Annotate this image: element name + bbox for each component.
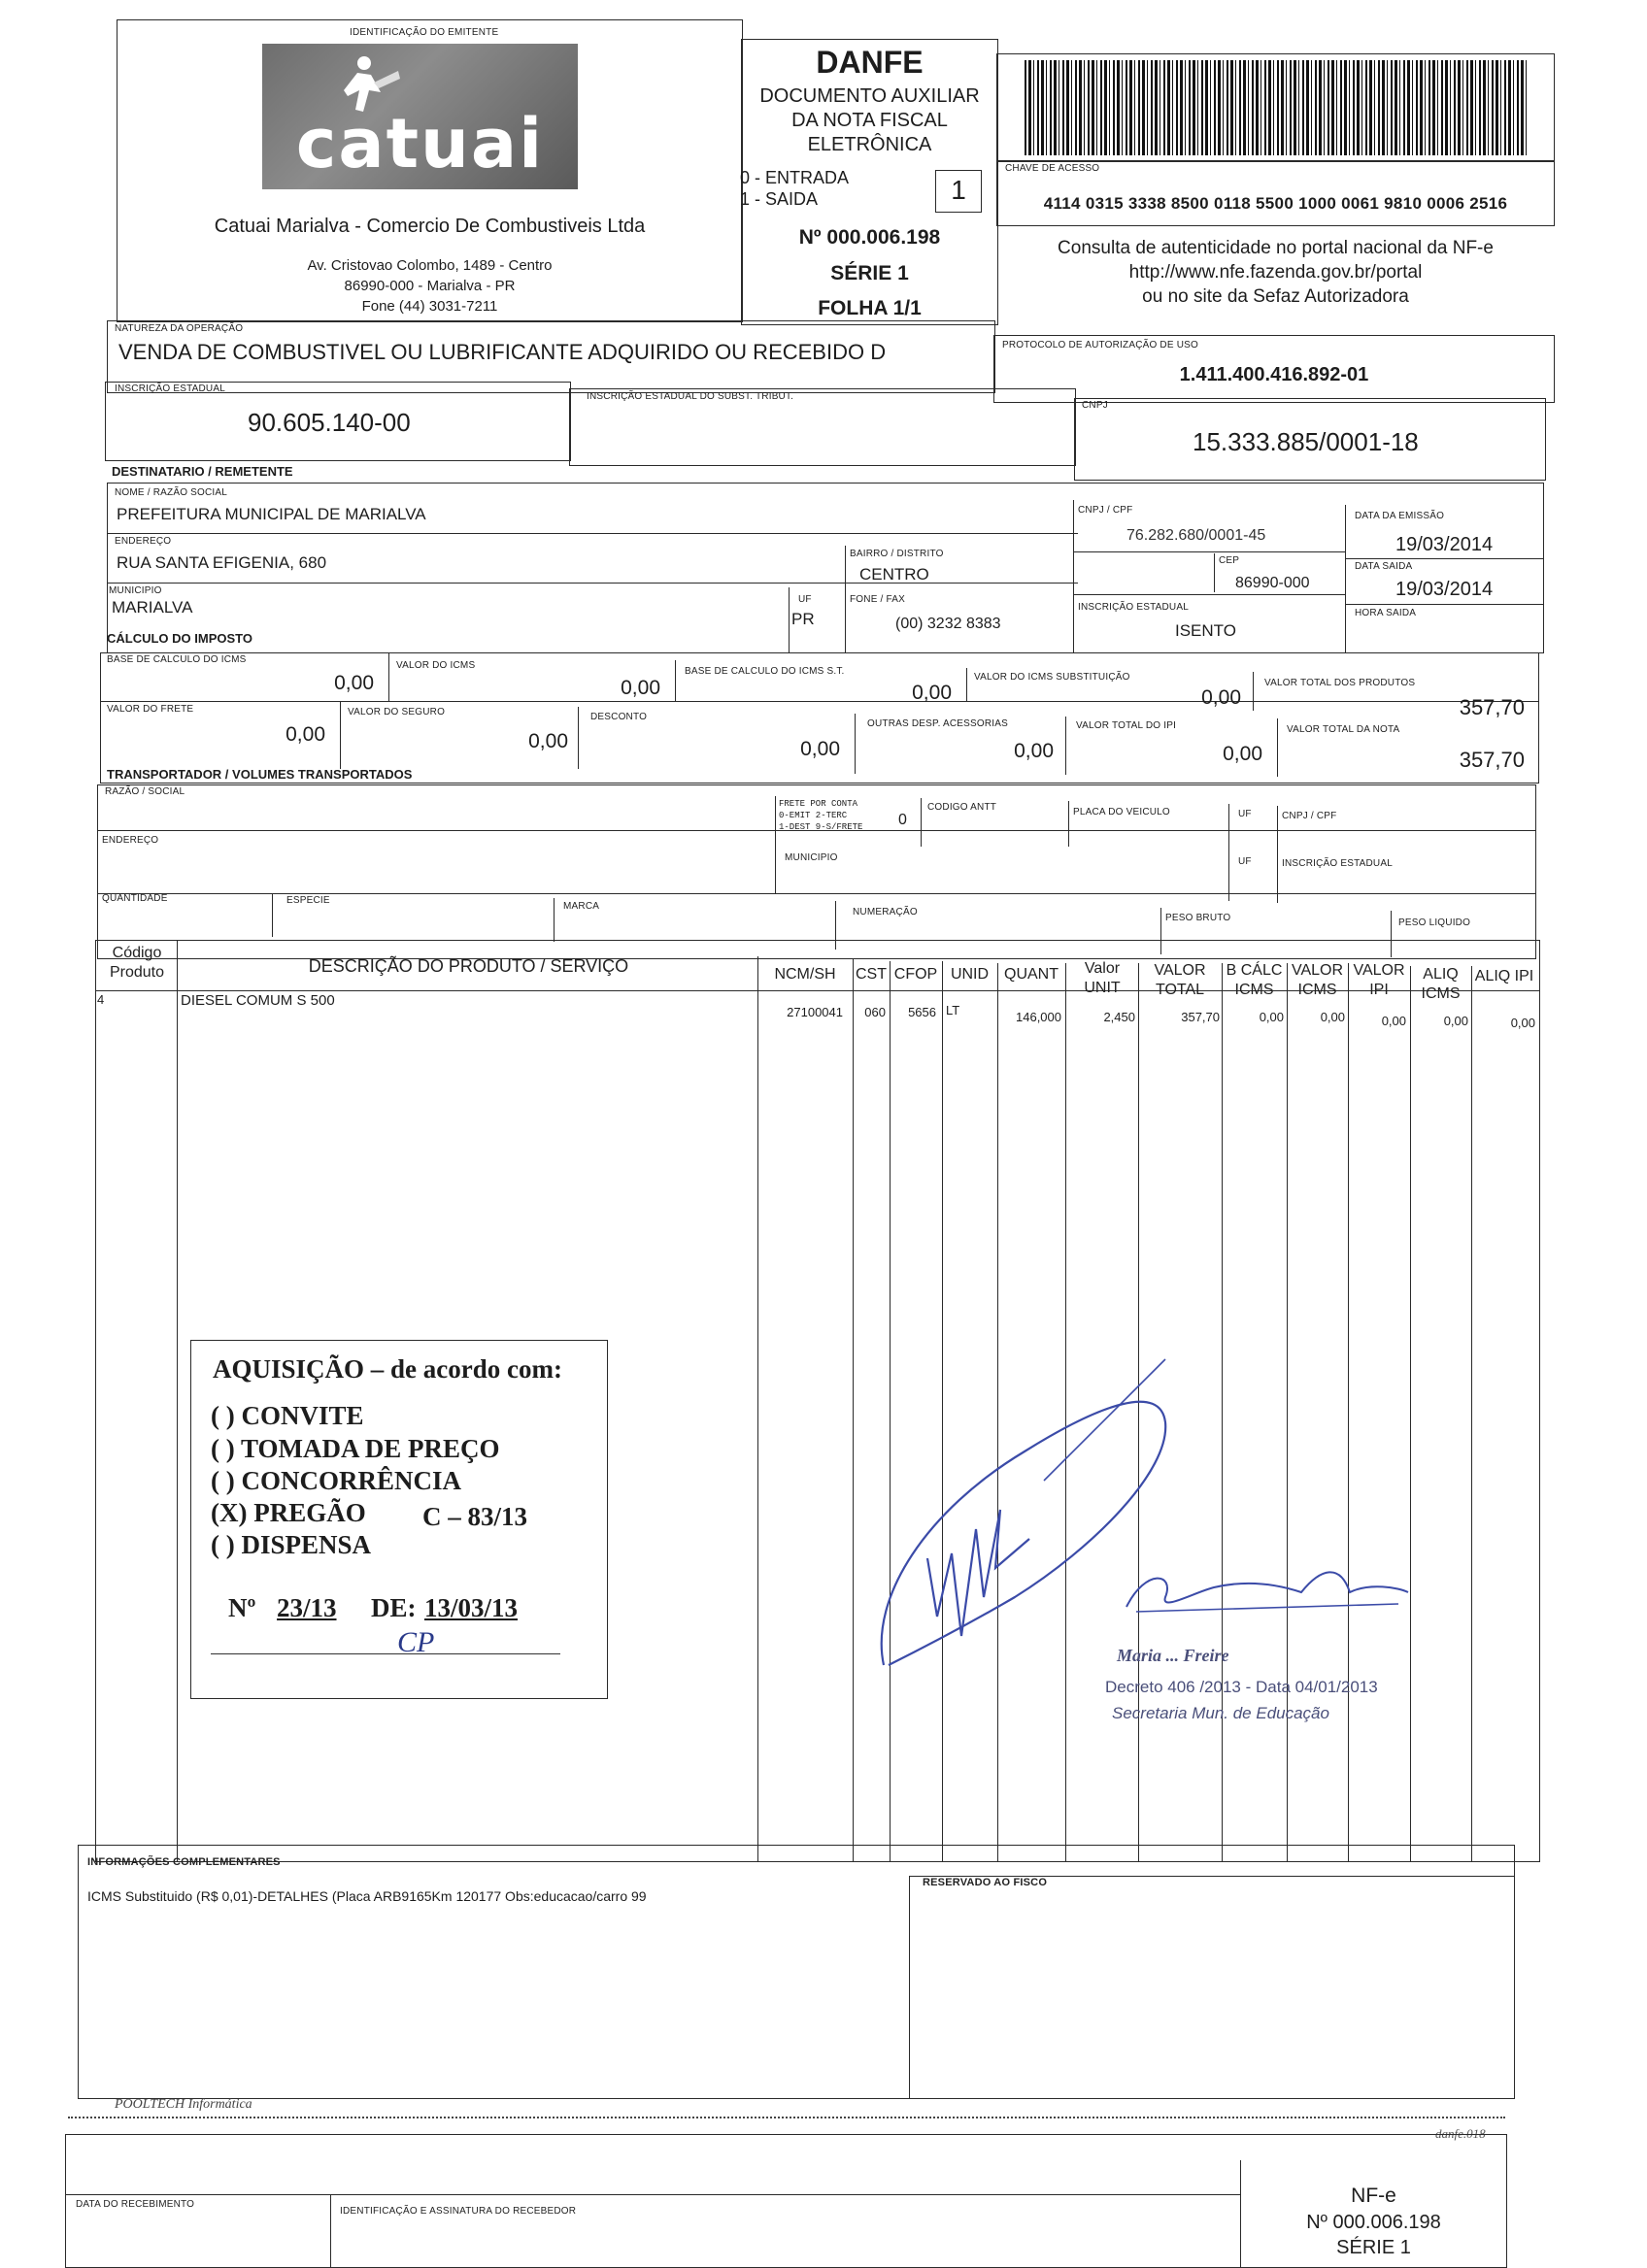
dest-uf-label: UF bbox=[798, 594, 812, 605]
col-vtotal: VALOR TOTAL bbox=[1154, 962, 1206, 998]
danfe-subtitle-3: ELETRÔNICA bbox=[807, 134, 932, 155]
base-st-label: BASE DE CALCULO DO ICMS S.T. bbox=[685, 666, 845, 677]
transp-placa-label: PLACA DO VEICULO bbox=[1073, 807, 1170, 817]
ipi-label: VALOR TOTAL DO IPI bbox=[1076, 720, 1177, 731]
outras-value: 0,00 bbox=[1014, 740, 1054, 762]
chave-value: 4114 0315 3338 8500 0118 5500 1000 0061 9810 0006 2516 bbox=[1043, 194, 1508, 213]
assinatura-label: IDENTIFICAÇÃO E ASSINATURA DO RECEBEDOR bbox=[340, 2206, 577, 2217]
transp-quantidade-label: QUANTIDADE bbox=[102, 893, 168, 904]
danfe-number: Nº 000.006.198 bbox=[798, 226, 941, 249]
dest-ie-label: INSCRIÇÃO ESTADUAL bbox=[1078, 602, 1189, 613]
row-vunit: 2,450 bbox=[1103, 1010, 1135, 1024]
transp-peso-bruto-label: PESO BRUTO bbox=[1165, 913, 1231, 923]
emitente-address-1: Av. Cristovao Colombo, 1489 - Centro bbox=[307, 257, 553, 274]
transp-marca-label: MARCA bbox=[563, 901, 600, 912]
desconto-value: 0,00 bbox=[800, 738, 840, 760]
transp-municipio-label: MUNICIPIO bbox=[785, 852, 838, 863]
danfe-folha: FOLHA 1/1 bbox=[818, 297, 922, 319]
transp-frete-value: 0 bbox=[898, 812, 907, 828]
row-ncm: 27100041 bbox=[787, 1005, 843, 1019]
signature-scribble bbox=[869, 1345, 1199, 1694]
transp-especie-label: ESPECIE bbox=[286, 895, 330, 906]
desconto-label: DESCONTO bbox=[590, 712, 648, 722]
cut-line bbox=[68, 2117, 1505, 2118]
dest-cep-label: CEP bbox=[1219, 555, 1240, 566]
dest-fone-label: FONE / FAX bbox=[850, 594, 906, 605]
protocolo-label: PROTOCOLO DE AUTORIZAÇÃO DE USO bbox=[1002, 340, 1198, 350]
transp-uf2-label: UF bbox=[1238, 856, 1252, 867]
seguro-label: VALOR DO SEGURO bbox=[348, 707, 446, 717]
col-ncm: NCM/SH bbox=[774, 966, 836, 983]
row-vtotal: 357,70 bbox=[1181, 1010, 1220, 1024]
dest-bairro-label: BAIRRO / DISTRITO bbox=[850, 549, 944, 559]
dest-hora-label: HORA SAIDA bbox=[1355, 608, 1417, 618]
row-bcalc: 0,00 bbox=[1259, 1010, 1284, 1024]
stamp-option-tomada: ( ) TOMADA DE PREÇO bbox=[211, 1434, 500, 1463]
base-st-value: 0,00 bbox=[912, 682, 952, 704]
col-unid: UNID bbox=[950, 966, 990, 983]
col-descricao: DESCRIÇÃO DO PRODUTO / SERVIÇO bbox=[308, 956, 629, 976]
transp-cnpj-label: CNPJ / CPF bbox=[1282, 811, 1337, 821]
valor-st-label: VALOR DO ICMS SUBSTITUIÇÃO bbox=[974, 672, 1130, 683]
ie-value: 90.605.140-00 bbox=[248, 408, 411, 437]
company-logo bbox=[262, 44, 578, 189]
danfe-saida: 1 - SAIDA bbox=[740, 189, 819, 209]
footer-number: Nº 000.006.198 bbox=[1306, 2212, 1441, 2233]
transp-peso-liquido-label: PESO LIQUIDO bbox=[1398, 917, 1471, 928]
protocolo-value: 1.411.400.416.892-01 bbox=[1179, 364, 1369, 385]
transp-numeracao-label: NUMERAÇÃO bbox=[853, 907, 918, 917]
col-quant: QUANT bbox=[1004, 966, 1059, 983]
seguro-value: 0,00 bbox=[528, 730, 568, 752]
emitente-name: Catuai Marialva - Comercio De Combustiveis Ltda bbox=[214, 216, 646, 237]
valor-icms-label: VALOR DO ICMS bbox=[396, 660, 476, 671]
row-vipi: 0,00 bbox=[1381, 1014, 1406, 1028]
danfe-serie: SÉRIE 1 bbox=[830, 262, 909, 284]
transp-razao-label: RAZÃO / SOCIAL bbox=[105, 786, 185, 797]
info-value: ICMS Substituido (R$ 0,01)-DETALHES (Placa ARB9165Km 120177 Obs:educacao/carro 99 bbox=[87, 1888, 647, 1904]
stamp-initials: CP bbox=[397, 1626, 435, 1658]
row-quant: 146,000 bbox=[1016, 1010, 1061, 1024]
col-vicms: VALOR ICMS bbox=[1291, 962, 1344, 998]
transp-antt-label: CODIGO ANTT bbox=[927, 802, 997, 813]
barcode bbox=[1025, 60, 1529, 155]
dest-nome-value: PREFEITURA MUNICIPAL DE MARIALVA bbox=[117, 505, 426, 523]
danfe-subtitle-2: DA NOTA FISCAL bbox=[791, 110, 948, 131]
frete-label: VALOR DO FRETE bbox=[107, 704, 194, 715]
col-vipi: VALOR IPI bbox=[1353, 962, 1405, 998]
total-prod-label: VALOR TOTAL DOS PRODUTOS bbox=[1264, 678, 1416, 688]
software-credit: POOLTECH Informática bbox=[115, 2097, 252, 2112]
row-codigo: 4 bbox=[97, 992, 105, 1007]
stamp-numero-value: 23/13 bbox=[277, 1593, 337, 1622]
transp-frete-line-1: FRETE POR CONTA bbox=[779, 799, 858, 809]
danfe-entrada: 0 - ENTRADA bbox=[740, 168, 850, 187]
frete-value: 0,00 bbox=[286, 723, 325, 746]
dest-cep-value: 86990-000 bbox=[1235, 575, 1310, 591]
signature-secretaria bbox=[1107, 1553, 1418, 1641]
row-aicms: 0,00 bbox=[1443, 1014, 1468, 1028]
transp-frete-line-3: 1-DEST 9-S/FRETE bbox=[779, 822, 863, 832]
emitente-address-2: 86990-000 - Marialva - PR bbox=[344, 278, 516, 294]
danfe-title: DANFE bbox=[816, 45, 924, 80]
acquisition-stamp bbox=[190, 1340, 608, 1699]
col-cfop: CFOP bbox=[893, 966, 938, 983]
signature-stamp-line-3: Secretaria Mun. de Educação bbox=[1112, 1704, 1329, 1722]
danfe-type-value: 1 bbox=[951, 175, 966, 205]
transp-uf-label: UF bbox=[1238, 809, 1252, 819]
dest-uf-value: PR bbox=[791, 610, 815, 628]
dest-municipio-label: MUNICIPIO bbox=[109, 585, 162, 596]
destinatario-section: DESTINATARIO / REMETENTE bbox=[112, 464, 293, 479]
info-label: INFORMAÇÕES COMPLEMENTARES bbox=[87, 1856, 281, 1868]
total-nota-value: 357,70 bbox=[1459, 748, 1525, 772]
row-descricao: DIESEL COMUM S 500 bbox=[181, 992, 335, 1009]
col-cst: CST bbox=[856, 966, 887, 983]
row-cfop: 5656 bbox=[908, 1005, 936, 1019]
row-unid: LT bbox=[946, 1003, 960, 1017]
dest-bairro-value: CENTRO bbox=[859, 565, 929, 584]
stamp-option-convite: ( ) CONVITE bbox=[211, 1401, 364, 1430]
stamp-numero-label: Nº bbox=[228, 1593, 256, 1622]
dest-municipio-value: MARIALVA bbox=[112, 598, 193, 617]
transp-endereco-label: ENDEREÇO bbox=[102, 835, 159, 846]
dest-ie-value: ISENTO bbox=[1175, 621, 1236, 640]
ie-label: INSCRIÇÃO ESTADUAL bbox=[115, 384, 225, 394]
natureza-value: VENDA DE COMBUSTIVEL OU LUBRIFICANTE ADQUIRIDO OU RECEBIDO D bbox=[118, 340, 887, 364]
base-icms-label: BASE DE CALCULO DO ICMS bbox=[107, 654, 247, 665]
consulta-line-2: http://www.nfe.fazenda.gov.br/portal bbox=[1128, 262, 1423, 283]
transp-frete-line-2: 0-EMIT 2-TERC bbox=[779, 811, 848, 820]
stamp-data-label: DE: bbox=[371, 1593, 417, 1622]
dest-nome-label: NOME / RAZÃO SOCIAL bbox=[115, 487, 228, 498]
valor-st-value: 0,00 bbox=[1201, 686, 1241, 709]
dest-saida-value: 19/03/2014 bbox=[1395, 579, 1494, 600]
outras-label: OUTRAS DESP. ACESSORIAS bbox=[867, 718, 1009, 729]
dest-emissao-label: DATA DA EMISSÃO bbox=[1355, 511, 1445, 521]
emitente-phone: Fone (44) 3031-7211 bbox=[361, 298, 498, 315]
danfe-subtitle-1: DOCUMENTO AUXILIAR bbox=[759, 85, 980, 107]
signature-stamp-line-1: Maria ... Freire bbox=[1117, 1646, 1229, 1665]
stamp-option-concorrencia: ( ) CONCORRÊNCIA bbox=[211, 1466, 461, 1495]
stamp-data-value: 13/03/13 bbox=[424, 1593, 519, 1622]
cnpj-emit-label: CNPJ bbox=[1082, 400, 1108, 411]
base-icms-value: 0,00 bbox=[334, 672, 374, 694]
signature-stamp-line-2: Decreto 406 /2013 - Data 04/01/2013 bbox=[1105, 1678, 1378, 1696]
imposto-section: CÁLCULO DO IMPOSTO bbox=[107, 631, 252, 646]
footer-nfe: NF-e bbox=[1351, 2185, 1396, 2207]
consulta-line-3: ou no site da Sefaz Autorizadora bbox=[1142, 286, 1409, 307]
stamp-option-pregao: (X) PREGÃO bbox=[211, 1498, 366, 1527]
transp-ie-label: INSCRIÇÃO ESTADUAL bbox=[1282, 858, 1393, 869]
dest-saida-label: DATA SAIDA bbox=[1355, 561, 1413, 572]
fisco-label: RESERVADO AO FISCO bbox=[923, 1877, 1048, 1888]
consulta-line-1: Consulta de autenticidade no portal nacional da NF-e bbox=[1058, 238, 1494, 258]
form-code: danfe.018 bbox=[1435, 2126, 1486, 2141]
row-cst: 060 bbox=[864, 1005, 886, 1019]
col-bcalc: B CÁLC ICMS bbox=[1226, 962, 1283, 998]
col-aipi: ALIQ IPI bbox=[1474, 968, 1534, 984]
valor-icms-value: 0,00 bbox=[621, 677, 660, 699]
total-nota-label: VALOR TOTAL DA NOTA bbox=[1287, 724, 1400, 735]
row-vicms: 0,00 bbox=[1320, 1010, 1345, 1024]
info-box bbox=[78, 1845, 1515, 2099]
natureza-label: NATUREZA DA OPERAÇÃO bbox=[115, 323, 244, 334]
col-aicms: ALIQ ICMS bbox=[1421, 966, 1461, 1002]
chave-label: CHAVE DE ACESSO bbox=[1005, 163, 1100, 174]
stamp-title: AQUISIÇÃO – de acordo com: bbox=[213, 1354, 562, 1384]
cnpj-emit-value: 15.333.885/0001-18 bbox=[1193, 427, 1419, 456]
col-vunit: Valor UNIT bbox=[1084, 960, 1121, 996]
row-aipi: 0,00 bbox=[1510, 1016, 1535, 1030]
emitente-section-label: IDENTIFICAÇÃO DO EMITENTE bbox=[350, 27, 499, 38]
dest-endereco-label: ENDEREÇO bbox=[115, 536, 172, 547]
stamp-pregao-ref: C – 83/13 bbox=[422, 1502, 527, 1531]
dest-emissao-value: 19/03/2014 bbox=[1395, 534, 1494, 555]
dest-fone-value: (00) 3232 8383 bbox=[895, 616, 1001, 632]
dest-endereco-value: RUA SANTA EFIGENIA, 680 bbox=[117, 553, 327, 572]
recebimento-label: DATA DO RECEBIMENTO bbox=[76, 2199, 195, 2210]
logo-wordmark: catuai bbox=[295, 104, 545, 183]
dest-cnpj-label: CNPJ / CPF bbox=[1078, 505, 1133, 516]
ie-st-label: INSCRIÇÃO ESTADUAL DO SUBST. TRIBUT. bbox=[587, 391, 794, 402]
col-codigo: Código Produto bbox=[109, 945, 165, 981]
transportador-section: TRANSPORTADOR / VOLUMES TRANSPORTADOS bbox=[107, 767, 413, 782]
total-prod-value: 357,70 bbox=[1459, 695, 1525, 719]
dest-cnpj-value: 76.282.680/0001-45 bbox=[1126, 527, 1266, 544]
ipi-value: 0,00 bbox=[1223, 743, 1262, 765]
stamp-option-dispensa: ( ) DISPENSA bbox=[211, 1530, 372, 1559]
footer-serie: SÉRIE 1 bbox=[1336, 2237, 1411, 2258]
